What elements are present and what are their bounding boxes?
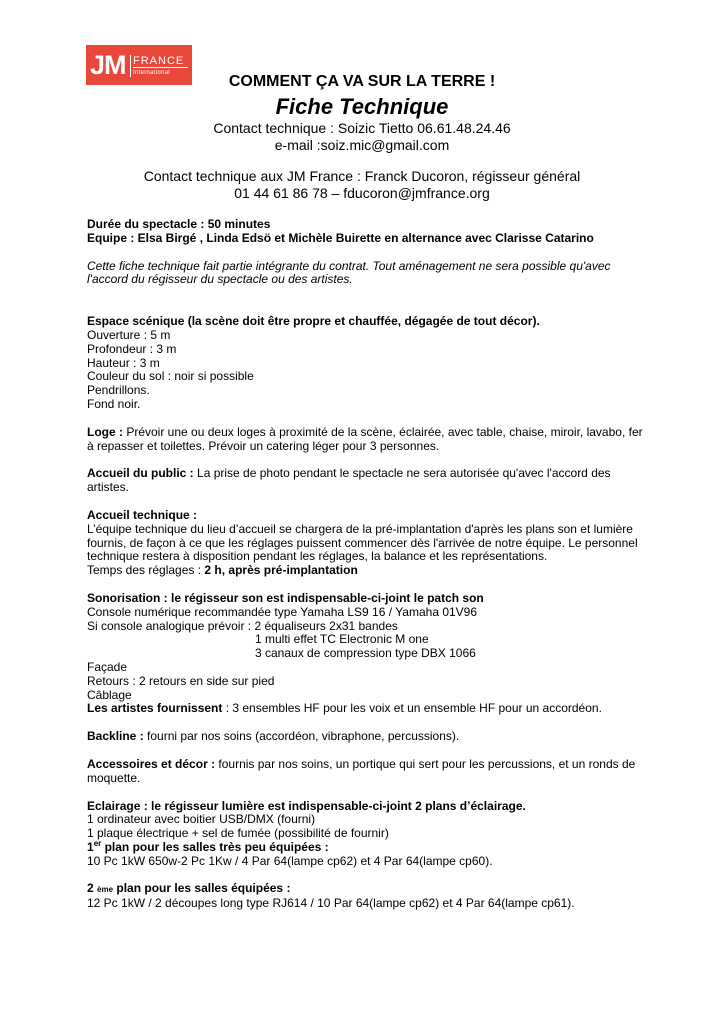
accueil-public-label: Accueil du public : bbox=[87, 466, 194, 481]
sono-line: Si console analogique prévoir : 2 équaliseurs 2x31 bandes bbox=[87, 618, 398, 633]
contact-jm-france-details: 01 44 61 86 78 – fducoron@jmfrance.org bbox=[234, 185, 490, 201]
equipe: Equipe : Elsa Birgé , Linda Edsö et Michèle Buirette en alternance avec Clarisse Catarino bbox=[87, 230, 594, 245]
espace-line: Hauteur : 3 m bbox=[87, 355, 160, 370]
plan1-sup: er bbox=[93, 838, 102, 848]
sono-line: Console numérique recommandée type Yamaha LS9 16 / Yamaha 01V96 bbox=[87, 604, 478, 619]
logo-france: FRANCE bbox=[133, 55, 185, 67]
plan2-heading bbox=[87, 882, 647, 897]
sono-after-line: Câblage bbox=[87, 687, 132, 702]
plan2-text: 12 Pc 1kW / 2 découpes long type RJ614 / 10 Par 64(lampe cp62) et 4 Par 64(lampe cp61). bbox=[87, 896, 575, 911]
show-title: COMMENT ÇA VA SUR LA TERRE ! bbox=[228, 73, 496, 90]
sono-indent-line: 3 canaux de compression type DBX 1066 bbox=[255, 646, 476, 661]
document-body bbox=[87, 218, 647, 911]
sono-title: Sonorisation : le régisseur son est indispensable-ci-joint le patch son bbox=[87, 590, 484, 605]
accueil-public-paragraph bbox=[87, 467, 647, 495]
sono-indent-line: 1 multi effet TC Electronic M one bbox=[255, 632, 429, 647]
artistes-paragraph bbox=[87, 702, 647, 716]
artistes-label: Les artistes fournissent bbox=[87, 701, 223, 716]
accessoires-text: fournis par nos soins, un portique qui sert pour les percussions, et un ronds de moquette. bbox=[87, 756, 636, 785]
plan2-num: 2 bbox=[87, 881, 94, 896]
eclairage-line: 1 ordinateur avec boitier USB/DMX (fourni) bbox=[87, 812, 316, 827]
loge-label: Loge : bbox=[87, 424, 123, 439]
plan1-heading bbox=[87, 838, 647, 855]
accueil-public-text: La prise de photo pendant le spectacle ne sera autorisée qu'avec l'accord des artistes. bbox=[87, 466, 611, 495]
espace-line: Fond noir. bbox=[87, 396, 141, 411]
accessoires-label: Accessoires et décor : bbox=[87, 756, 216, 771]
loge-paragraph bbox=[87, 426, 647, 454]
backline-text: fourni par nos soins (accordéon, vibraphone, percussions). bbox=[143, 729, 460, 744]
espace-title: Espace scénique (la scène doit être propre et chauffée, dégagée de tout décor). bbox=[87, 314, 540, 329]
logo-underline bbox=[133, 67, 188, 68]
accueil-tech-label: Accueil technique : bbox=[87, 507, 198, 522]
plan1-text: 10 Pc 1kW 650w-2 Pc 1Kw / 4 Par 64(lampe cp62) et 4 Par 64(lampe cp60). bbox=[87, 853, 493, 868]
backline-paragraph bbox=[87, 730, 647, 744]
artistes-text: : 3 ensembles HF pour les voix et un ensemble HF pour un accordéon. bbox=[222, 701, 602, 716]
espace-line: Pendrillons. bbox=[87, 383, 150, 398]
plan1-num: 1 bbox=[87, 839, 94, 854]
contact-email: e-mail :soiz.mic@gmail.com bbox=[274, 137, 450, 153]
espace-line: Couleur du sol : noir si possible bbox=[87, 369, 254, 384]
temps-reglages bbox=[87, 564, 647, 578]
logo-international: International bbox=[133, 70, 170, 76]
document-title: Fiche Technique bbox=[275, 94, 449, 119]
contact-jm-france: Contact technique aux JM France : Franck Ducoron, régisseur général bbox=[143, 168, 581, 184]
temps-label: Temps des réglages : bbox=[87, 563, 205, 578]
contact-technique: Contact technique : Soizic Tietto 06.61.48.24.46 bbox=[213, 120, 511, 136]
sono-after-line: Retours : 2 retours en side sur pied bbox=[87, 673, 275, 688]
espace-line: Ouverture : 5 m bbox=[87, 327, 171, 342]
contract-note: Cette fiche technique fait partie intégrante du contrat. Tout aménagement ne sera possible qu'avec l'accord du régisseur du spectacle ou des artistes. bbox=[87, 258, 611, 287]
accessoires-paragraph bbox=[87, 758, 647, 786]
eclairage-line: 1 plaque électrique + sel de fumée (possibilité de fournir) bbox=[87, 826, 389, 841]
accueil-tech-text: L’équipe technique du lieu d’accueil se chargera de la pré-implantation d'après les plans son et lumière fournis, de façon à ce que les réglages puissent commencer dès l'arrivée de notre équipe. Le personnel technique restera à disposition pendant les réglages, la balance et les représentations. bbox=[87, 521, 638, 564]
temps-value: 2 h, après pré-implantation bbox=[204, 563, 358, 578]
logo-jm: JM bbox=[90, 50, 126, 80]
eclairage-title: Eclairage : le régisseur lumière est indispensable-ci-joint 2 plans d’éclairage. bbox=[87, 798, 526, 813]
loge-text: Prévoir une ou deux loges à proximité de la scène, éclairée, avec table, chaise, miroir, lavabo, fer à repasser et toilettes. Prévoir un catering léger pour 3 personnes. bbox=[87, 424, 643, 453]
espace-line: Profondeur : 3 m bbox=[87, 341, 177, 356]
backline-label: Backline : bbox=[87, 729, 144, 744]
duree: Durée du spectacle : 50 minutes bbox=[87, 217, 271, 231]
sono-after-line: Façade bbox=[87, 659, 128, 674]
plan2-ordinal: ème bbox=[97, 885, 114, 895]
plan1-title: plan pour les salles très peu équipées : bbox=[101, 839, 329, 854]
plan2-title: plan pour les salles équipées : bbox=[113, 881, 291, 896]
